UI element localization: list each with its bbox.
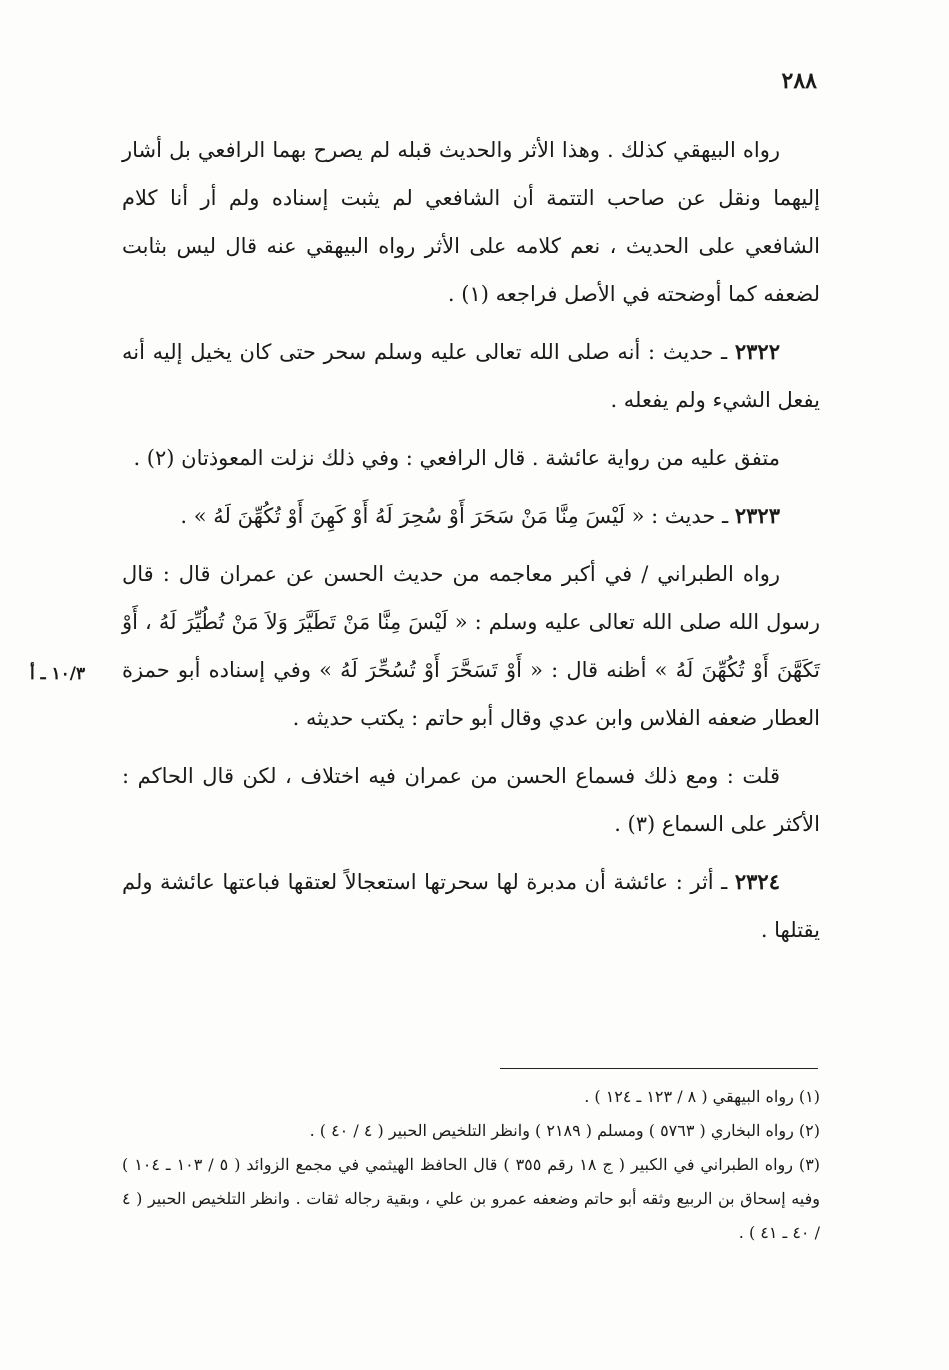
- paragraph-6: [122, 752, 820, 848]
- hadith-number-2322: ٢٣٢٢: [734, 339, 780, 364]
- paragraph-6-text: قلت : ومع ذلك فسماع الحسن من عمران فيه اختلاف ، لكن قال الحاكم : الأكثر على السماع (٣) .: [122, 764, 820, 836]
- footnote-2: (٢) رواه البخاري ( ٥٧٦٣ ) ومسلم ( ٢١٨٩ ) وانظر التلخيص الحبير ( ٤ / ٤٠ ) .: [309, 1121, 820, 1140]
- footnotes: [122, 1080, 820, 1250]
- paragraph-3-text: متفق عليه من رواية عائشة . قال الرافعي : وفي ذلك نزلت المعوذتان (٢) .: [133, 446, 780, 470]
- paragraph-4: [122, 492, 820, 540]
- footnote-3: (٣) رواه الطبراني في الكبير ( ج ١٨ رقم ٣٥٥ ) قال الحافظ الهيثمي في مجمع الزوائد ( ٥ / ١٠٣ ـ ١٠٤ ) وفيه إسحاق بن الربيع وثقه أبو حاتم وضعفه عمرو بن علي ، وبقية رجاله ثقات . وانظر التلخيص الحبير ( ٤ / ٤٠ ـ ٤١ ) .: [122, 1155, 821, 1242]
- page-number: ٢٨٨: [781, 68, 817, 94]
- footnote-1: (١) رواه البيهقي ( ٨ / ١٢٣ ـ ١٢٤ ) .: [584, 1087, 820, 1106]
- footnote-separator: [500, 1068, 818, 1069]
- paragraph-2: [122, 328, 820, 424]
- paragraph-5: [122, 550, 820, 742]
- paragraph-4-text: ـ حديث : « لَيْسَ مِنَّا مَنْ سَحَرَ أَوْ سُحِرَ لَهُ أَوْ كَهِنَ أَوْ تُكُهِّنَ لَهُ » .: [180, 504, 735, 528]
- paragraph-7: [122, 858, 820, 954]
- paragraph-7-text: ـ أثر : عائشة أن مدبرة لها سحرتها استعجالاً لعتقها فباعتها عائشة ولم يقتلها .: [122, 870, 820, 942]
- hadith-number-2324: ٢٣٢٤: [734, 869, 780, 894]
- main-text: [122, 126, 820, 964]
- paragraph-1: [122, 126, 820, 318]
- manuscript-folio-ref: ١٠/٣ ـ أ: [30, 664, 86, 684]
- hadith-number-2323: ٢٣٢٣: [734, 503, 780, 528]
- paragraph-3: [122, 434, 820, 482]
- paragraph-5-text: رواه الطبراني / في أكبر معاجمه من حديث الحسن عن عمران قال : قال رسول الله صلى الله تعالى عليه وسلم : « لَيْسَ مِنَّا مَنْ تَطَيَّرَ وَلاَ مَنْ تُطُيِّرَ لَهُ ، أَوْ تَكَهَّنَ أَوْ تُكُهِّنَ لَهُ » أظنه قال : « أَوْ تَسَحَّرَ أَوْ تُسُحِّرَ لَهُ » وفي إسناده أبو حمزة العطار ضعفه الفلاس وابن عدي وقال أبو حاتم : يكتب حديثه .: [122, 562, 820, 730]
- paragraph-1-text: رواه البيهقي كذلك . وهذا الأثر والحديث قبله لم يصرح بهما الرافعي بل أشار إليهما ونقل عن صاحب التتمة أن الشافعي لم يثبت إسناده ولم أر أنا كلام الشافعي على الحديث ، نعم كلامه على الأثر رواه البيهقي عنه قال ليس بثابت لضعفه كما أوضحته في الأصل فراجعه (١) .: [122, 138, 820, 306]
- paragraph-2-text: ـ حديث : أنه صلى الله تعالى عليه وسلم سحر حتى كان يخيل إليه أنه يفعل الشيء ولم يفعله .: [122, 340, 820, 412]
